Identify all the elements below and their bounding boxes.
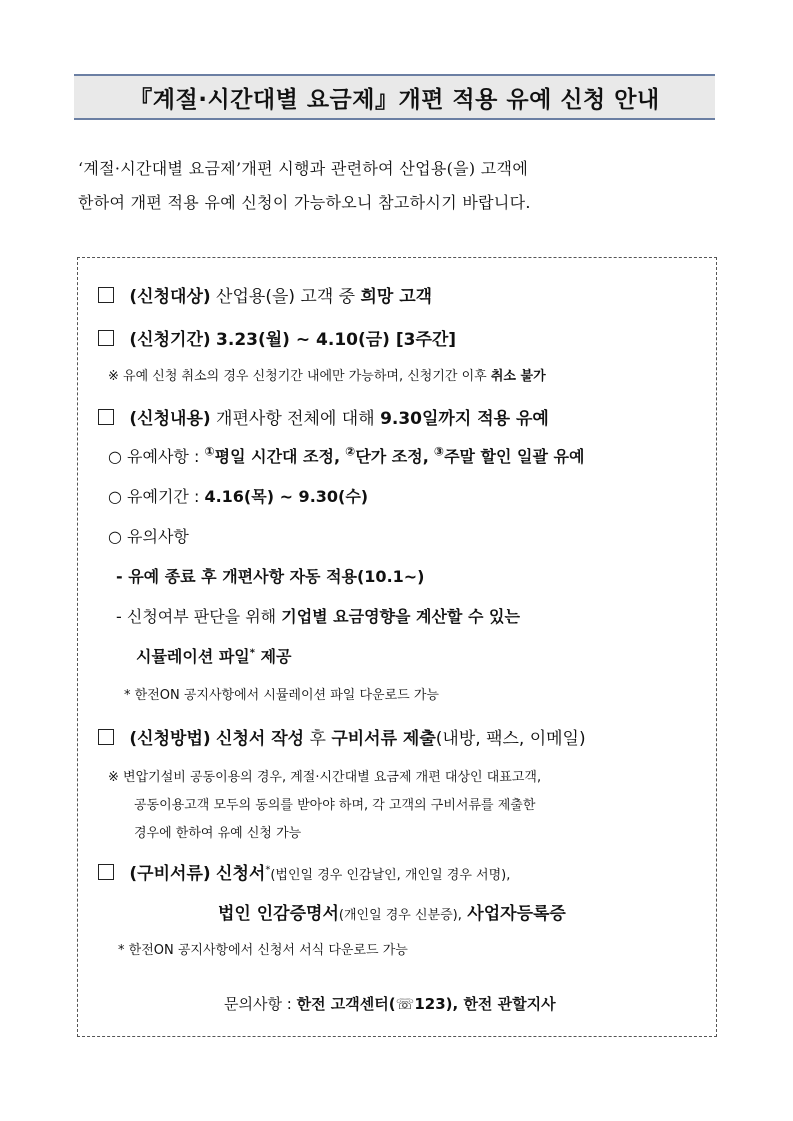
info-box [77, 257, 717, 1037]
caution-footnote: * 한전ON 공지사항에서 시뮬레이션 파일 다운로드 가능 [124, 688, 439, 703]
method-note-line: 공동이용고객 모두의 동의를 받아야 하며, 각 고객의 구비서류를 제출한 [134, 798, 536, 813]
caution-heading: ○ 유의사항 [108, 527, 189, 546]
section-emphasis: 9.30일까지 적용 유예 [380, 409, 549, 429]
section-label: (신청기간) [129, 330, 211, 350]
section-text: 산업용(을) 고객 중 [216, 287, 356, 307]
section-docs: (구비서류) 신청서*(법인일 경우 인감날인, 개인일 경우 서명), [98, 859, 510, 884]
defer-term: ○ 유예기간 : 4.16(목) ~ 9.30(수) [108, 487, 369, 506]
title-banner [74, 74, 715, 120]
page-title: 『계절·시간대별 요금제』개편 적용 유예 신청 안내 [129, 86, 660, 113]
section-target [98, 282, 432, 307]
intro-paragraph [78, 152, 718, 220]
section-label: (신청방법) [129, 729, 211, 749]
checkbox-icon [98, 729, 114, 745]
section-period [98, 325, 456, 350]
section-label: (구비서류) [129, 864, 211, 884]
method-note-line: ※ 변압기설비 공동이용의 경우, 계절·시간대별 요금제 개편 대상인 대표고객, [108, 770, 542, 785]
section-label: (신청대상) [129, 287, 211, 307]
docs-footnote: * 한전ON 공지사항에서 신청서 서식 다운로드 가능 [118, 943, 408, 958]
caution-item: - 유예 종료 후 개편사항 자동 적용(10.1~) [116, 567, 425, 586]
method-note-line: 경우에 한하여 유예 신청 가능 [134, 826, 302, 841]
period-value: 3.23(월) ~ 4.10(금) [3주간] [216, 330, 457, 350]
defer-items: ○ 유예사항 : ①평일 시간대 조정, ②단가 조정, ③주말 할인 일괄 유예 [108, 444, 585, 466]
period-note: ※ 유예 신청 취소의 경우 신청기간 내에만 가능하며, 신청기간 이후 취소 불가 [108, 369, 546, 384]
checkbox-icon [98, 330, 114, 346]
docs-line2: 법인 인감증명서(개인일 경우 신분증), 사업자등록증 [218, 904, 566, 924]
caution-item: - 신청여부 판단을 위해 기업별 요금영향을 계산할 수 있는 [116, 607, 520, 626]
section-emphasis: 희망 고객 [360, 287, 433, 307]
checkbox-icon [98, 287, 114, 303]
checkbox-icon [98, 864, 114, 880]
intro-line: 한하여 개편 적용 유예 신청이 가능하오니 참고하시기 바랍니다. [78, 193, 531, 212]
intro-line: ‘계절·시간대별 요금제’개편 시행과 관련하여 산업용(을) 고객에 [78, 159, 529, 178]
contact-info: 문의사항 : 한전 고객센터(☏123), 한전 관할지사 [224, 995, 556, 1013]
caution-item-continued: 시뮬레이션 파일* 제공 [136, 647, 292, 666]
section-method: (신청방법) 신청서 작성 후 구비서류 제출(내방, 팩스, 이메일) [98, 724, 586, 749]
section-text: 개편사항 전체에 대해 [216, 409, 375, 429]
checkbox-icon [98, 409, 114, 425]
section-content [98, 404, 549, 429]
section-label: (신청내용) [129, 409, 211, 429]
